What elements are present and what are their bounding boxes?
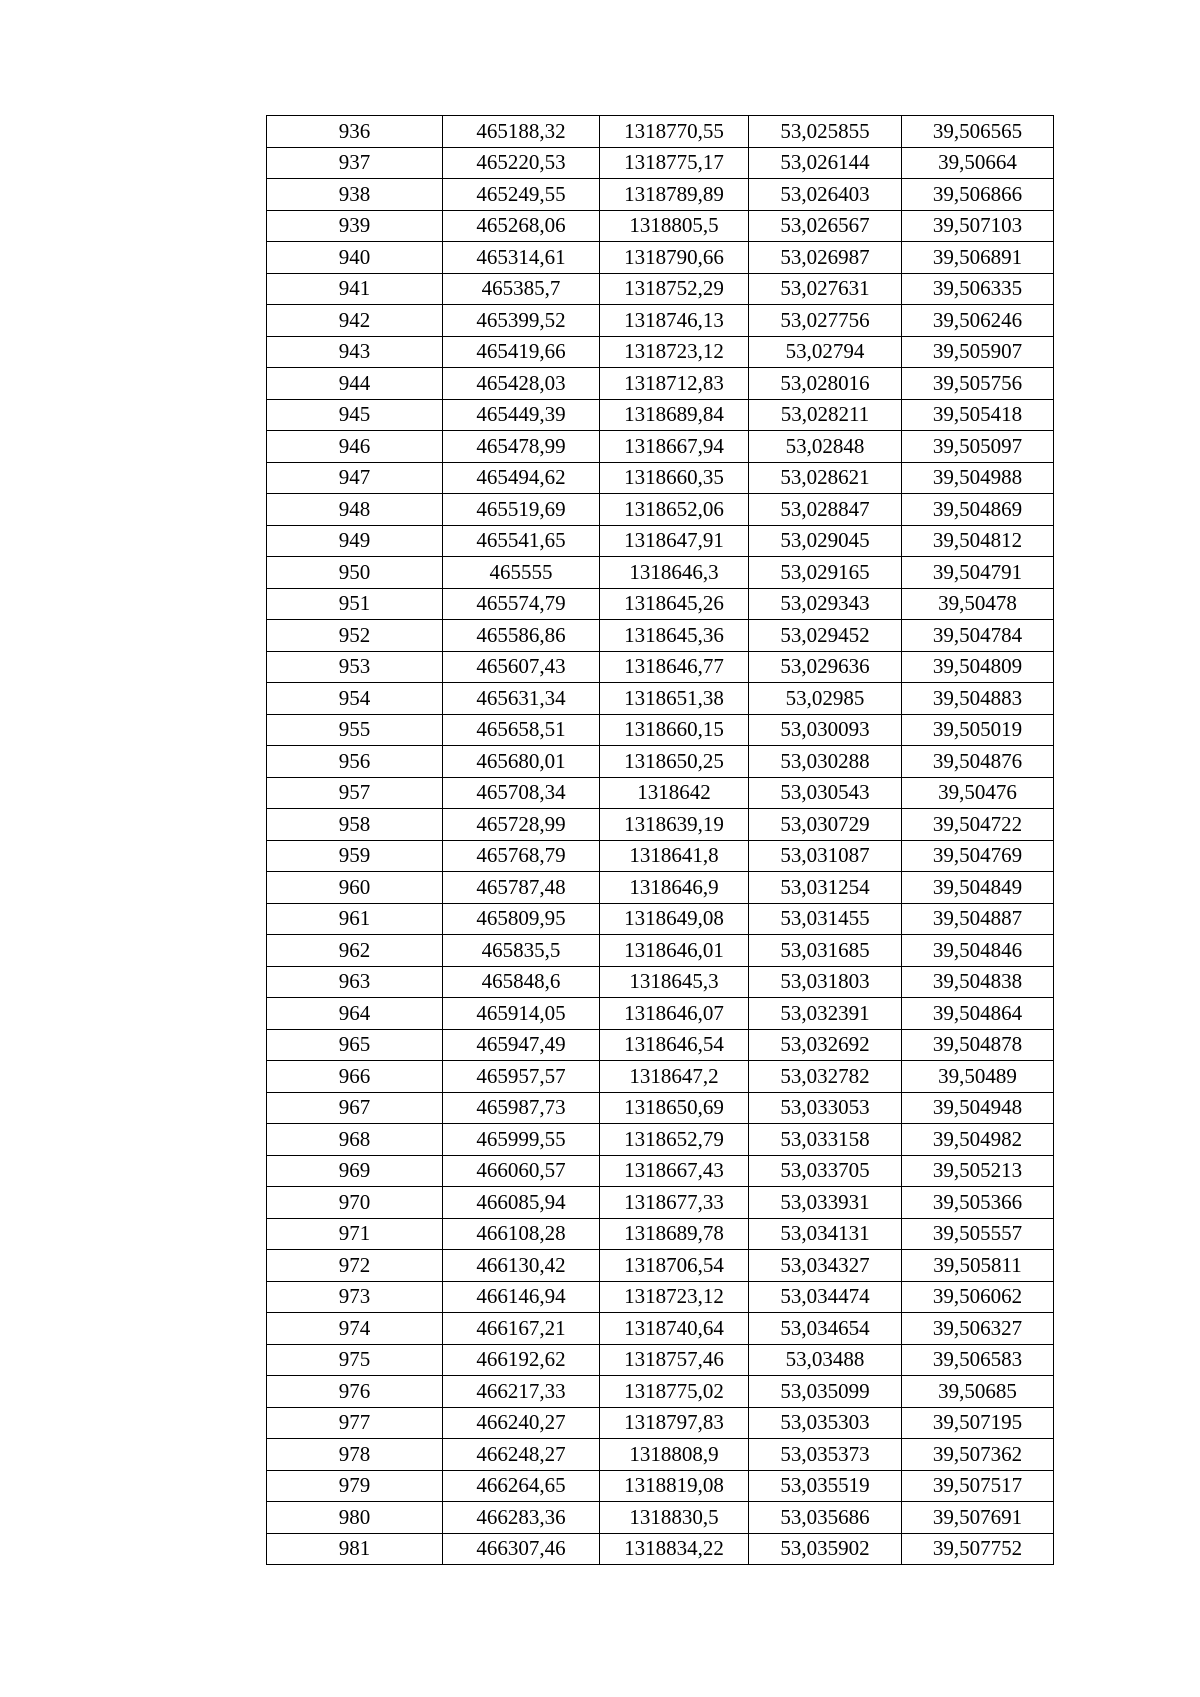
y-coordinate-cell: 1318646,54 <box>600 1029 749 1061</box>
y-coordinate-cell: 1318652,06 <box>600 494 749 526</box>
longitude-cell: 39,504769 <box>902 840 1054 872</box>
latitude-cell: 53,035519 <box>749 1470 902 1502</box>
y-coordinate-cell: 1318770,55 <box>600 116 749 148</box>
latitude-cell: 53,028621 <box>749 462 902 494</box>
table-row <box>267 840 1054 872</box>
y-coordinate-cell: 1318723,12 <box>600 1281 749 1313</box>
table-row <box>267 746 1054 778</box>
x-coordinate-cell: 465268,06 <box>443 210 600 242</box>
longitude-cell: 39,504948 <box>902 1092 1054 1124</box>
x-coordinate-cell: 466060,57 <box>443 1155 600 1187</box>
latitude-cell: 53,031254 <box>749 872 902 904</box>
longitude-cell: 39,506891 <box>902 242 1054 274</box>
x-coordinate-cell: 466167,21 <box>443 1313 600 1345</box>
point-number-cell: 946 <box>267 431 443 463</box>
latitude-cell: 53,035686 <box>749 1502 902 1534</box>
point-number-cell: 964 <box>267 998 443 1030</box>
x-coordinate-cell: 465708,34 <box>443 777 600 809</box>
x-coordinate-cell: 466264,65 <box>443 1470 600 1502</box>
table-row <box>267 147 1054 179</box>
point-number-cell: 959 <box>267 840 443 872</box>
longitude-cell: 39,504838 <box>902 966 1054 998</box>
table-row <box>267 525 1054 557</box>
point-number-cell: 939 <box>267 210 443 242</box>
latitude-cell: 53,026567 <box>749 210 902 242</box>
x-coordinate-cell: 465249,55 <box>443 179 600 211</box>
table-row <box>267 1533 1054 1565</box>
x-coordinate-cell: 466283,36 <box>443 1502 600 1534</box>
longitude-cell: 39,504846 <box>902 935 1054 967</box>
y-coordinate-cell: 1318650,69 <box>600 1092 749 1124</box>
x-coordinate-cell: 465555 <box>443 557 600 589</box>
y-coordinate-cell: 1318647,91 <box>600 525 749 557</box>
longitude-cell: 39,506583 <box>902 1344 1054 1376</box>
latitude-cell: 53,031087 <box>749 840 902 872</box>
latitude-cell: 53,031685 <box>749 935 902 967</box>
point-number-cell: 979 <box>267 1470 443 1502</box>
longitude-cell: 39,504982 <box>902 1124 1054 1156</box>
y-coordinate-cell: 1318834,22 <box>600 1533 749 1565</box>
latitude-cell: 53,032782 <box>749 1061 902 1093</box>
x-coordinate-cell: 465494,62 <box>443 462 600 494</box>
longitude-cell: 39,507195 <box>902 1407 1054 1439</box>
table-row <box>267 1124 1054 1156</box>
x-coordinate-cell: 466085,94 <box>443 1187 600 1219</box>
longitude-cell: 39,504722 <box>902 809 1054 841</box>
longitude-cell: 39,504864 <box>902 998 1054 1030</box>
point-number-cell: 969 <box>267 1155 443 1187</box>
point-number-cell: 976 <box>267 1376 443 1408</box>
point-number-cell: 941 <box>267 273 443 305</box>
latitude-cell: 53,034131 <box>749 1218 902 1250</box>
longitude-cell: 39,505019 <box>902 714 1054 746</box>
latitude-cell: 53,027631 <box>749 273 902 305</box>
longitude-cell: 39,507362 <box>902 1439 1054 1471</box>
x-coordinate-cell: 466146,94 <box>443 1281 600 1313</box>
table-row <box>267 431 1054 463</box>
y-coordinate-cell: 1318645,26 <box>600 588 749 620</box>
longitude-cell: 39,507752 <box>902 1533 1054 1565</box>
longitude-cell: 39,505418 <box>902 399 1054 431</box>
point-number-cell: 970 <box>267 1187 443 1219</box>
y-coordinate-cell: 1318712,83 <box>600 368 749 400</box>
longitude-cell: 39,50489 <box>902 1061 1054 1093</box>
x-coordinate-cell: 465987,73 <box>443 1092 600 1124</box>
latitude-cell: 53,033158 <box>749 1124 902 1156</box>
y-coordinate-cell: 1318805,5 <box>600 210 749 242</box>
latitude-cell: 53,028211 <box>749 399 902 431</box>
latitude-cell: 53,030543 <box>749 777 902 809</box>
x-coordinate-cell: 465428,03 <box>443 368 600 400</box>
table-row <box>267 872 1054 904</box>
x-coordinate-cell: 465419,66 <box>443 336 600 368</box>
longitude-cell: 39,506246 <box>902 305 1054 337</box>
point-number-cell: 962 <box>267 935 443 967</box>
x-coordinate-cell: 466130,42 <box>443 1250 600 1282</box>
table-row <box>267 620 1054 652</box>
point-number-cell: 950 <box>267 557 443 589</box>
point-number-cell: 952 <box>267 620 443 652</box>
table-row <box>267 273 1054 305</box>
point-number-cell: 974 <box>267 1313 443 1345</box>
latitude-cell: 53,032391 <box>749 998 902 1030</box>
x-coordinate-cell: 465385,7 <box>443 273 600 305</box>
x-coordinate-cell: 465449,39 <box>443 399 600 431</box>
point-number-cell: 967 <box>267 1092 443 1124</box>
y-coordinate-cell: 1318830,5 <box>600 1502 749 1534</box>
table-row <box>267 966 1054 998</box>
latitude-cell: 53,030093 <box>749 714 902 746</box>
y-coordinate-cell: 1318706,54 <box>600 1250 749 1282</box>
x-coordinate-cell: 465787,48 <box>443 872 600 904</box>
table-row <box>267 1376 1054 1408</box>
x-coordinate-cell: 466108,28 <box>443 1218 600 1250</box>
latitude-cell: 53,033705 <box>749 1155 902 1187</box>
longitude-cell: 39,504809 <box>902 651 1054 683</box>
point-number-cell: 949 <box>267 525 443 557</box>
table-row <box>267 179 1054 211</box>
point-number-cell: 951 <box>267 588 443 620</box>
point-number-cell: 965 <box>267 1029 443 1061</box>
table-row <box>267 210 1054 242</box>
coordinates-table <box>266 115 1054 1565</box>
y-coordinate-cell: 1318650,25 <box>600 746 749 778</box>
longitude-cell: 39,505756 <box>902 368 1054 400</box>
point-number-cell: 963 <box>267 966 443 998</box>
x-coordinate-cell: 466217,33 <box>443 1376 600 1408</box>
point-number-cell: 966 <box>267 1061 443 1093</box>
longitude-cell: 39,505811 <box>902 1250 1054 1282</box>
longitude-cell: 39,505213 <box>902 1155 1054 1187</box>
x-coordinate-cell: 465399,52 <box>443 305 600 337</box>
x-coordinate-cell: 465541,65 <box>443 525 600 557</box>
table-row <box>267 1029 1054 1061</box>
latitude-cell: 53,035303 <box>749 1407 902 1439</box>
latitude-cell: 53,026144 <box>749 147 902 179</box>
latitude-cell: 53,030729 <box>749 809 902 841</box>
y-coordinate-cell: 1318790,66 <box>600 242 749 274</box>
latitude-cell: 53,034474 <box>749 1281 902 1313</box>
table-row <box>267 1313 1054 1345</box>
y-coordinate-cell: 1318649,08 <box>600 903 749 935</box>
y-coordinate-cell: 1318752,29 <box>600 273 749 305</box>
latitude-cell: 53,025855 <box>749 116 902 148</box>
table-row <box>267 809 1054 841</box>
point-number-cell: 980 <box>267 1502 443 1534</box>
y-coordinate-cell: 1318757,46 <box>600 1344 749 1376</box>
point-number-cell: 942 <box>267 305 443 337</box>
y-coordinate-cell: 1318641,8 <box>600 840 749 872</box>
table-row <box>267 588 1054 620</box>
y-coordinate-cell: 1318689,78 <box>600 1218 749 1250</box>
longitude-cell: 39,506866 <box>902 179 1054 211</box>
x-coordinate-cell: 466192,62 <box>443 1344 600 1376</box>
x-coordinate-cell: 465658,51 <box>443 714 600 746</box>
latitude-cell: 53,029452 <box>749 620 902 652</box>
table-row <box>267 651 1054 683</box>
longitude-cell: 39,504988 <box>902 462 1054 494</box>
point-number-cell: 960 <box>267 872 443 904</box>
point-number-cell: 955 <box>267 714 443 746</box>
point-number-cell: 961 <box>267 903 443 935</box>
longitude-cell: 39,504876 <box>902 746 1054 778</box>
y-coordinate-cell: 1318646,01 <box>600 935 749 967</box>
x-coordinate-cell: 465478,99 <box>443 431 600 463</box>
point-number-cell: 972 <box>267 1250 443 1282</box>
y-coordinate-cell: 1318642 <box>600 777 749 809</box>
latitude-cell: 53,035373 <box>749 1439 902 1471</box>
point-number-cell: 948 <box>267 494 443 526</box>
point-number-cell: 953 <box>267 651 443 683</box>
y-coordinate-cell: 1318740,64 <box>600 1313 749 1345</box>
latitude-cell: 53,02794 <box>749 336 902 368</box>
table-row <box>267 116 1054 148</box>
table-row <box>267 683 1054 715</box>
longitude-cell: 39,506327 <box>902 1313 1054 1345</box>
x-coordinate-cell: 465728,99 <box>443 809 600 841</box>
latitude-cell: 53,029636 <box>749 651 902 683</box>
y-coordinate-cell: 1318667,94 <box>600 431 749 463</box>
table-row <box>267 1187 1054 1219</box>
latitude-cell: 53,033053 <box>749 1092 902 1124</box>
table-row <box>267 462 1054 494</box>
y-coordinate-cell: 1318819,08 <box>600 1470 749 1502</box>
x-coordinate-cell: 466240,27 <box>443 1407 600 1439</box>
y-coordinate-cell: 1318808,9 <box>600 1439 749 1471</box>
latitude-cell: 53,028847 <box>749 494 902 526</box>
point-number-cell: 944 <box>267 368 443 400</box>
point-number-cell: 940 <box>267 242 443 274</box>
latitude-cell: 53,026987 <box>749 242 902 274</box>
y-coordinate-cell: 1318660,15 <box>600 714 749 746</box>
point-number-cell: 954 <box>267 683 443 715</box>
y-coordinate-cell: 1318667,43 <box>600 1155 749 1187</box>
point-number-cell: 936 <box>267 116 443 148</box>
table-row <box>267 1344 1054 1376</box>
longitude-cell: 39,506335 <box>902 273 1054 305</box>
x-coordinate-cell: 465947,49 <box>443 1029 600 1061</box>
table-body <box>267 116 1054 1565</box>
x-coordinate-cell: 465848,6 <box>443 966 600 998</box>
table-row <box>267 368 1054 400</box>
y-coordinate-cell: 1318775,17 <box>600 147 749 179</box>
y-coordinate-cell: 1318646,77 <box>600 651 749 683</box>
latitude-cell: 53,02985 <box>749 683 902 715</box>
latitude-cell: 53,035099 <box>749 1376 902 1408</box>
longitude-cell: 39,504812 <box>902 525 1054 557</box>
table-row <box>267 777 1054 809</box>
y-coordinate-cell: 1318660,35 <box>600 462 749 494</box>
x-coordinate-cell: 465188,32 <box>443 116 600 148</box>
point-number-cell: 981 <box>267 1533 443 1565</box>
point-number-cell: 958 <box>267 809 443 841</box>
y-coordinate-cell: 1318639,19 <box>600 809 749 841</box>
point-number-cell: 956 <box>267 746 443 778</box>
x-coordinate-cell: 465999,55 <box>443 1124 600 1156</box>
y-coordinate-cell: 1318645,3 <box>600 966 749 998</box>
longitude-cell: 39,504784 <box>902 620 1054 652</box>
x-coordinate-cell: 466248,27 <box>443 1439 600 1471</box>
latitude-cell: 53,027756 <box>749 305 902 337</box>
table-row <box>267 903 1054 935</box>
longitude-cell: 39,50478 <box>902 588 1054 620</box>
latitude-cell: 53,029343 <box>749 588 902 620</box>
y-coordinate-cell: 1318746,13 <box>600 305 749 337</box>
x-coordinate-cell: 465957,57 <box>443 1061 600 1093</box>
longitude-cell: 39,506062 <box>902 1281 1054 1313</box>
latitude-cell: 53,030288 <box>749 746 902 778</box>
table-row <box>267 714 1054 746</box>
point-number-cell: 968 <box>267 1124 443 1156</box>
x-coordinate-cell: 465809,95 <box>443 903 600 935</box>
latitude-cell: 53,034654 <box>749 1313 902 1345</box>
longitude-cell: 39,504878 <box>902 1029 1054 1061</box>
point-number-cell: 957 <box>267 777 443 809</box>
x-coordinate-cell: 465574,79 <box>443 588 600 620</box>
longitude-cell: 39,504869 <box>902 494 1054 526</box>
point-number-cell: 978 <box>267 1439 443 1471</box>
longitude-cell: 39,505097 <box>902 431 1054 463</box>
x-coordinate-cell: 465835,5 <box>443 935 600 967</box>
table-row <box>267 336 1054 368</box>
latitude-cell: 53,035902 <box>749 1533 902 1565</box>
table-row <box>267 1250 1054 1282</box>
table-row <box>267 305 1054 337</box>
x-coordinate-cell: 465586,86 <box>443 620 600 652</box>
latitude-cell: 53,029045 <box>749 525 902 557</box>
longitude-cell: 39,504791 <box>902 557 1054 589</box>
longitude-cell: 39,50664 <box>902 147 1054 179</box>
y-coordinate-cell: 1318645,36 <box>600 620 749 652</box>
point-number-cell: 937 <box>267 147 443 179</box>
y-coordinate-cell: 1318723,12 <box>600 336 749 368</box>
y-coordinate-cell: 1318789,89 <box>600 179 749 211</box>
table-row <box>267 1407 1054 1439</box>
longitude-cell: 39,505366 <box>902 1187 1054 1219</box>
longitude-cell: 39,505907 <box>902 336 1054 368</box>
longitude-cell: 39,507103 <box>902 210 1054 242</box>
x-coordinate-cell: 465768,79 <box>443 840 600 872</box>
latitude-cell: 53,03488 <box>749 1344 902 1376</box>
latitude-cell: 53,031803 <box>749 966 902 998</box>
x-coordinate-cell: 465220,53 <box>443 147 600 179</box>
table-row <box>267 399 1054 431</box>
point-number-cell: 975 <box>267 1344 443 1376</box>
x-coordinate-cell: 465914,05 <box>443 998 600 1030</box>
longitude-cell: 39,50685 <box>902 1376 1054 1408</box>
latitude-cell: 53,028016 <box>749 368 902 400</box>
longitude-cell: 39,504883 <box>902 683 1054 715</box>
longitude-cell: 39,504887 <box>902 903 1054 935</box>
point-number-cell: 971 <box>267 1218 443 1250</box>
latitude-cell: 53,031455 <box>749 903 902 935</box>
x-coordinate-cell: 465680,01 <box>443 746 600 778</box>
latitude-cell: 53,033931 <box>749 1187 902 1219</box>
table-row <box>267 1155 1054 1187</box>
longitude-cell: 39,506565 <box>902 116 1054 148</box>
longitude-cell: 39,50476 <box>902 777 1054 809</box>
table-row <box>267 1281 1054 1313</box>
y-coordinate-cell: 1318797,83 <box>600 1407 749 1439</box>
longitude-cell: 39,507691 <box>902 1502 1054 1534</box>
point-number-cell: 945 <box>267 399 443 431</box>
point-number-cell: 938 <box>267 179 443 211</box>
latitude-cell: 53,034327 <box>749 1250 902 1282</box>
table-row <box>267 998 1054 1030</box>
table-row <box>267 242 1054 274</box>
table-row <box>267 1061 1054 1093</box>
y-coordinate-cell: 1318646,9 <box>600 872 749 904</box>
y-coordinate-cell: 1318775,02 <box>600 1376 749 1408</box>
table-row <box>267 1439 1054 1471</box>
latitude-cell: 53,026403 <box>749 179 902 211</box>
latitude-cell: 53,032692 <box>749 1029 902 1061</box>
x-coordinate-cell: 465631,34 <box>443 683 600 715</box>
y-coordinate-cell: 1318646,3 <box>600 557 749 589</box>
point-number-cell: 973 <box>267 1281 443 1313</box>
y-coordinate-cell: 1318689,84 <box>600 399 749 431</box>
point-number-cell: 977 <box>267 1407 443 1439</box>
y-coordinate-cell: 1318646,07 <box>600 998 749 1030</box>
longitude-cell: 39,507517 <box>902 1470 1054 1502</box>
table-row <box>267 935 1054 967</box>
table-row <box>267 1218 1054 1250</box>
y-coordinate-cell: 1318651,38 <box>600 683 749 715</box>
x-coordinate-cell: 466307,46 <box>443 1533 600 1565</box>
y-coordinate-cell: 1318647,2 <box>600 1061 749 1093</box>
x-coordinate-cell: 465519,69 <box>443 494 600 526</box>
table-row <box>267 494 1054 526</box>
table-row <box>267 1470 1054 1502</box>
table-row <box>267 557 1054 589</box>
latitude-cell: 53,029165 <box>749 557 902 589</box>
latitude-cell: 53,02848 <box>749 431 902 463</box>
point-number-cell: 947 <box>267 462 443 494</box>
y-coordinate-cell: 1318652,79 <box>600 1124 749 1156</box>
longitude-cell: 39,505557 <box>902 1218 1054 1250</box>
longitude-cell: 39,504849 <box>902 872 1054 904</box>
point-number-cell: 943 <box>267 336 443 368</box>
y-coordinate-cell: 1318677,33 <box>600 1187 749 1219</box>
x-coordinate-cell: 465607,43 <box>443 651 600 683</box>
table-row <box>267 1092 1054 1124</box>
table-row <box>267 1502 1054 1534</box>
x-coordinate-cell: 465314,61 <box>443 242 600 274</box>
